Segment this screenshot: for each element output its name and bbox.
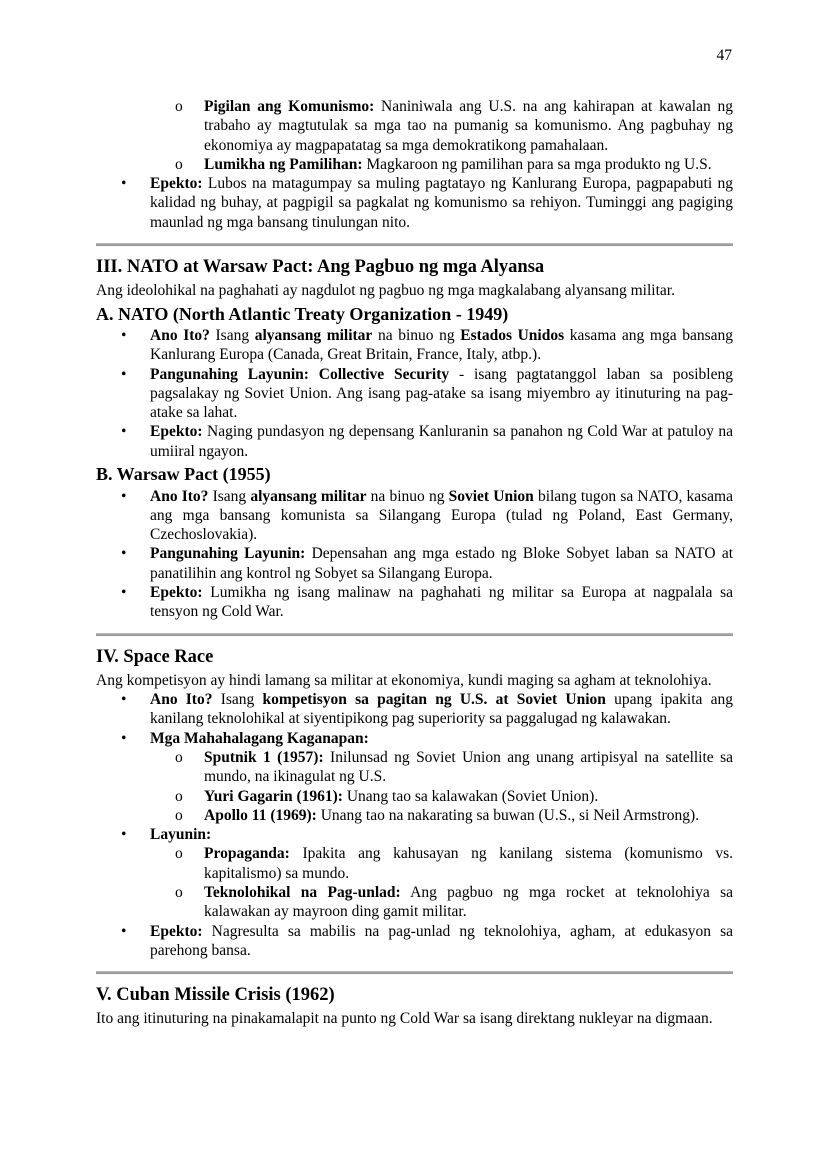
bullet-list — [96, 487, 733, 622]
bullet-icon: • — [121, 691, 127, 709]
circle-bullet-icon: o — [175, 98, 183, 115]
list-item: o Lumikha ng Pamilihan: Magkaroon ng pamilihan para sa mga produkto ng U.S. — [175, 155, 712, 173]
list-item: • Pangunahing Layunin: Depensahan ang mga estado ng Bloke Sobyet laban sa NATO at panatilihin ang kontrol ng Sobyet sa Silangang Europa. — [121, 545, 734, 582]
heading-nato-warsaw-pact: III. NATO at Warsaw Pact: Ang Pagbuo ng mga Alyansa — [96, 257, 545, 278]
circle-bullet-icon: o — [175, 748, 183, 766]
circle-bullet-icon: o — [175, 155, 183, 173]
list-item: o Sputnik 1 (1957): Inilunsad ng Soviet Union ang unang artipisyal na satellite sa mundo, na ikinagulat ng U.S. — [175, 748, 733, 786]
bullet-list — [96, 690, 733, 960]
list-item: • Mga Mahahalagang Kaganapan: — [121, 729, 369, 747]
list-item: • Ano Ito? Isang kompetisyon sa pagitan ng U.S. at Soviet Union upang ipakita ang kanilang teknolohikal at siyentipikong pag superiority sa paggalugad ng kalawakan. — [121, 691, 733, 728]
list-item: • Layunin: — [121, 826, 212, 844]
cuban-missile-intro: Ito ang itinuturing na pinakamalapit na punto ng Cold War sa isang direktang nukleyar na digmaan. — [96, 1010, 713, 1028]
space-race-intro: Ang kompetisyon ay hindi lamang sa militar at ekonomiya, kundi maging sa agham at teknolohiya. — [96, 671, 712, 689]
bullet-icon: • — [121, 365, 127, 383]
bullet-icon: • — [121, 487, 127, 505]
bullet-icon: • — [121, 545, 127, 563]
list-item: • Epekto: Naging pundasyon ng depensang Kanluranin sa panahon ng Cold War at patuloy na umiiral ngayon. — [121, 423, 733, 460]
list-item: • Epekto: Lubos na matagumpay sa muling pagtatayo ng Kanlurang Europa, pagpapabuti ng kalidad ng buhay, at pagpigil sa pagkalat ng komunismo sa rehiyon. Tuminggi ang pagiging maunlad ng mga bansang tinulungan nito. — [121, 175, 733, 231]
bullet-icon: • — [121, 327, 127, 344]
bullet-icon: • — [121, 826, 127, 844]
section-divider — [96, 243, 733, 246]
bullet-icon: • — [121, 175, 127, 193]
list-item: • Pangunahing Layunin: Collective Security - isang pagtatanggol laban sa posibleng pagsalakay ng Soviet Union. Ang isang pag-atake sa isang miyembro ay itinuturing na pag-atake sa lahat. — [121, 365, 733, 422]
section-divider — [96, 971, 733, 974]
list-item: o Propaganda: Ipakita ang kahusayan ng kanilang sistema (komunismo vs. kapitalismo) sa mundo. — [175, 845, 733, 882]
circle-bullet-icon: o — [175, 806, 183, 824]
bullet-list — [96, 326, 733, 461]
heading-nato: A. NATO (North Atlantic Treaty Organization - 1949) — [96, 303, 509, 324]
circle-bullet-icon: o — [175, 787, 183, 805]
bullet-list — [96, 97, 733, 232]
heading-cuban-missile-crisis: V. Cuban Missile Crisis (1962) — [96, 985, 335, 1006]
list-item: • Epekto: Nagresulta sa mabilis na pag-unlad ng teknolohiya, agham, at edukasyon sa parehong bansa. — [121, 922, 733, 959]
nato-warsaw-intro: Ang ideolohikal na paghahati ay nagdulot ng pagbuo ng mga magkalabang alyansang militar. — [96, 282, 675, 300]
list-item: • Ano Ito? Isang alyansang militar na binuo ng Soviet Union bilang tugon sa NATO, kasama ang mga bansang komunista sa Silangang Europa (tulad ng Poland, East Germany, Czechoslovakia). — [121, 487, 733, 544]
heading-space-race: IV. Space Race — [96, 646, 214, 667]
circle-bullet-icon: o — [175, 884, 183, 902]
page-number: 47 — [716, 47, 732, 64]
section-divider — [96, 633, 733, 636]
list-item: • Ano Ito? Isang alyansang militar na binuo ng Estados Unidos kasama ang mga bansang Kanlurang Europa (Canada, Great Britain, France, Italy, atbp.). — [121, 327, 733, 364]
bullet-icon: • — [121, 423, 127, 441]
list-item: o Yuri Gagarin (1961): Unang tao sa kalawakan (Soviet Union). — [175, 787, 599, 805]
list-item: o Teknolohikal na Pag-unlad: Ang pagbuo ng mga rocket at teknolohiya sa kalawakan ay mayroon ding gamit militar. — [175, 884, 733, 921]
circle-bullet-icon: o — [175, 845, 183, 863]
heading-warsaw-pact: B. Warsaw Pact (1955) — [96, 464, 271, 485]
list-item: • Epekto: Lumikha ng isang malinaw na paghahati ng militar sa Europa at nagpalala sa tensyon ng Cold War. — [121, 584, 733, 621]
list-item: o Pigilan ang Komunismo: Naniniwala ang U.S. na ang kahirapan at kawalan ng trabaho ay magtutulak sa mga tao na pumanig sa komunismo. Ang pagbuhay ng ekonomiya ay magpapatatag sa mga demokratikong pamahalaan. — [175, 98, 733, 154]
bullet-icon: • — [121, 729, 127, 747]
list-item: o Apollo 11 (1969): Unang tao na nakarating sa buwan (U.S., si Neil Armstrong). — [175, 806, 700, 824]
bullet-icon: • — [121, 584, 127, 602]
bullet-icon: • — [121, 922, 127, 940]
